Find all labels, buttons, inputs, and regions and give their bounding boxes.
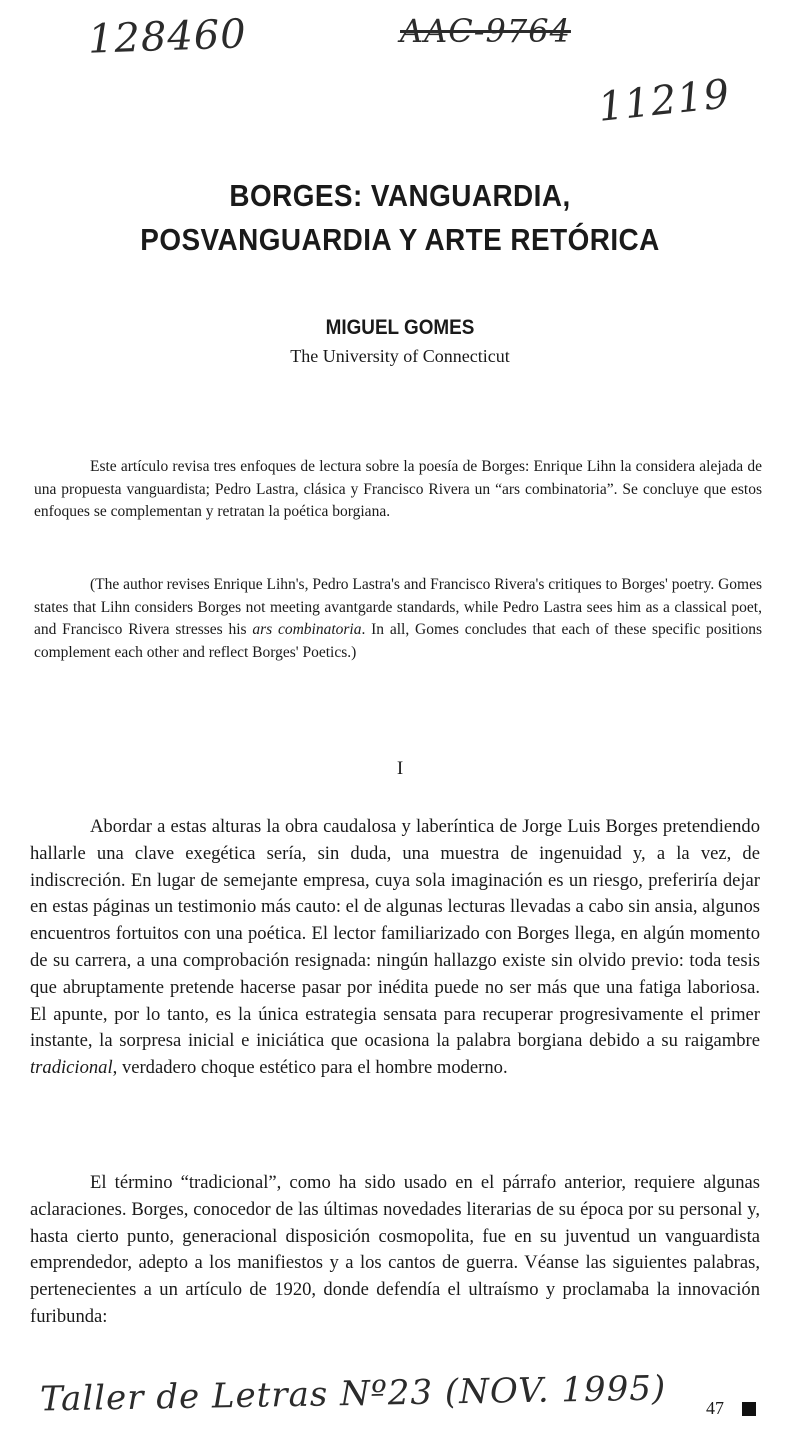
body-paragraph-1 <box>30 814 760 1082</box>
abstract-english-italic: ars combinatoria <box>252 621 362 638</box>
struck-code-text: AAC-9764 <box>400 12 571 50</box>
abstract-spanish-text: Este artículo revisa tres enfoques de lectura sobre la poesía de Borges: Enrique Lihn la considera alejada de una propuesta vanguardista; Pedro Lastra, clásica y Francisco Rivera un “ars combinatoria”. Se concluye que estos enfoques se complementan y retratan la poética borgiana. <box>34 458 762 520</box>
page-marker-square <box>742 1402 756 1416</box>
paragraph-1-part1: Abordar a estas alturas la obra caudalosa y laberíntica de Jorge Luis Borges pretendiendo hallarle una clave exegética sería, sin duda, una muestra de ingenuidad y, a la vez, de indiscreción. En lugar de semejante empresa, cuya sola imaginación es un riesgo, preferiría dejar en estas páginas un testimonio más cauto: el de algunas lecturas llevadas a cabo sin ansia, algunos encuentros fortuitos con una poética. El lector familiarizado con Borges llega, en algún momento de su carrera, a una comprobación resignada: ningún hallazgo existe sin olvido previo: toda tesis que abruptamente pretende hacerse pasar por inédita puede no ser más que una fatiga laboriosa. El apunte, por lo tanto, es la única estrategia sensata para recuperar progresivamente el primer instante, la sorpresa inicial e iniciática que ocasiona la palabra borgiana debido a su raigambre <box>30 816 760 1052</box>
section-heading: I <box>396 758 404 779</box>
author-affiliation: The University of Connecticut <box>290 346 510 366</box>
abstract-english <box>34 574 762 664</box>
page-number: 47 <box>706 1398 724 1418</box>
handwritten-number: 11219 <box>595 71 733 131</box>
handwritten-catalog-id: 128460 <box>87 11 248 63</box>
body-paragraph-2: El término “tradicional”, como ha sido usado en el párrafo anterior, requiere algunas aclaraciones. Borges, conocedor de las últimas novedades literarias de su época por su personal y, hasta cierto punto, generacional disposición cosmopolita, fue en su juventud un vanguardista emprendedor, adepto a los manifiestos y a los cantos de guerra. Véanse las siguientes palabras, pertenecientes a un artículo de 1920, donde defendía el ultraísmo y proclamaba la innovación furibunda: <box>30 1172 760 1327</box>
author-name: MIGUEL GOMES <box>325 316 475 339</box>
handwritten-struck-code <box>400 12 571 50</box>
abstract-english-part1: (The author revises Enrique Lihn's, Pedro Lastra's and Francisco Rivera's critiques to Borges' poetry. Gomes states that Lihn considers Borges not meeting avantgarde standards, while Pedro Lastra sees him as a classical poet, and Francisco Rivera stresses his <box>34 576 762 638</box>
abstract-spanish <box>34 456 762 524</box>
handwritten-footer-note: Taller de Letras Nº23 (NOV. 1995) <box>39 1368 667 1420</box>
paragraph-1-part2: , verdadero choque estético para el hombre moderno. <box>112 1057 508 1079</box>
abstract-english-text <box>34 574 762 664</box>
article-title-line2: POSVANGUARDIA Y ARTE RETÓRICA <box>140 222 660 257</box>
paragraph-1-italic: tradicional <box>30 1057 113 1079</box>
article-title-line1: BORGES: VANGUARDIA, <box>229 178 571 213</box>
abstract-english-part2: . In all, Gomes concludes that each of these specific positions complement each other and reflect Borges' Poetics.) <box>34 621 762 661</box>
